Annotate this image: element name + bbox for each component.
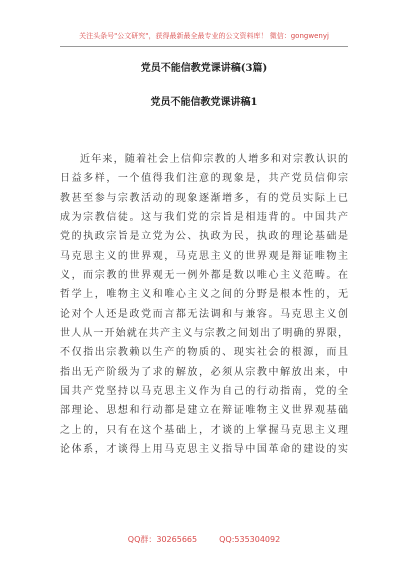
footer-qq-group: QQ群：30265665 [127,535,198,544]
body-line: 教甚至参与宗教活动的现象逐渐增多，有的党员实际上已 [60,192,348,204]
body-paragraph [60,150,348,460]
footer-contact [0,534,408,546]
body-line: 义，而宗教的世界观无一例外都是数以唯心主义范畴。在 [60,270,348,282]
body-line: 马克思主义的世界观，马克思主义的世界观是辩证唯物主 [60,250,348,262]
header-divider [60,46,348,47]
document-title: 党员不能信教党课讲稿(3篇) [140,63,268,74]
document-subtitle: 党员不能信教党课讲稿1 [150,97,258,108]
body-line: 国共产党坚持以马克思主义作为自己的行动指南，党的全 [60,386,348,398]
body-line: 近年来，随着社会上信仰宗教的人增多和对宗教认识的 [80,154,348,165]
body-line: 党的执政宗旨是立党为公、执政为民，执政的理论基础是 [60,231,348,243]
body-line: 哲学上，唯物主义和唯心主义之间的分野是根本性的，无 [60,289,348,301]
footer-qq: QQ:535304092 [219,535,281,544]
body-line: 成为宗教信徒。这与我们党的宗旨是相违背的。中国共产 [60,212,348,224]
body-line: 之上的，只有在这个基础上，才谈的上掌握马克思主义理 [60,424,348,436]
body-line: 世人从一开始就在共产主义与宗教之间划出了明确的界限， [60,328,348,340]
body-line: 论对个人还是政党而言都无法调和与兼容。马克思主义创 [60,308,348,320]
body-line: 指出无产阶级为了求的解放，必须从宗教中解放出来，中 [60,366,348,378]
body-line: 日益多样，一个值得我们注意的现象是，共产党员信仰宗 [60,173,348,185]
body-line: 部理论、思想和行动都是建立在辩证唯物主义世界观基础 [60,405,348,417]
header-banner: 关注头条号"公文研究"，获得最新最全最专业的公文资料库！ 微信：gongwenyj [79,32,329,40]
body-line: 论体系，才谈得上用马克思主义指导中国革命的建设的实 [60,444,348,456]
body-line: 不仅指出宗教赖以生产的物质的、现实社会的根源，而且 [60,347,348,359]
